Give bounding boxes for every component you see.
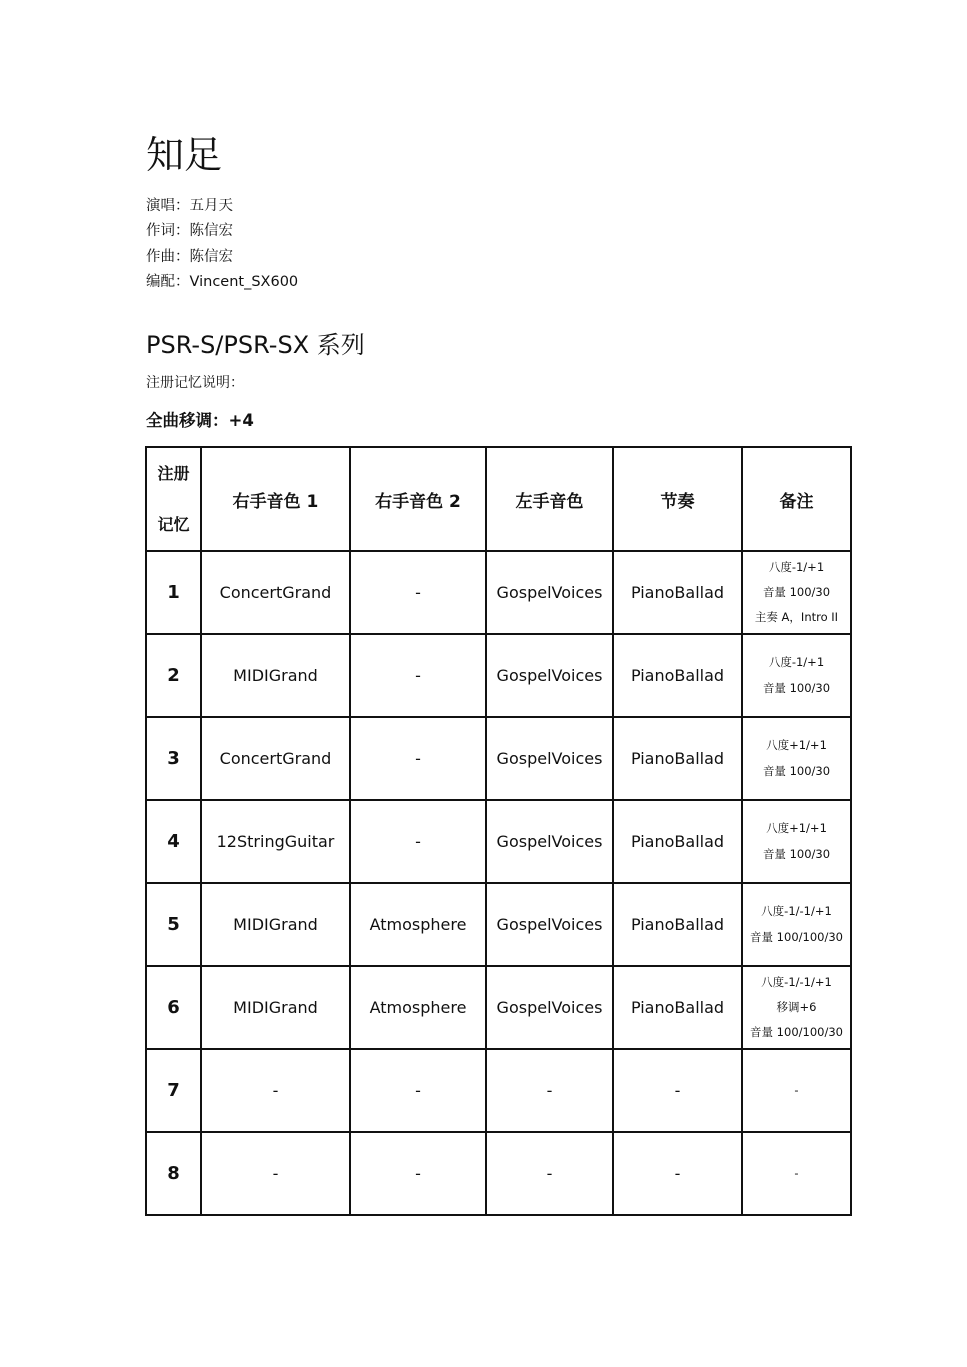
table-row — [146, 1132, 851, 1215]
transpose-value: +4 — [228, 411, 254, 430]
credit-value: 五月天 — [189, 198, 233, 214]
cell-left-voice: - — [486, 1049, 613, 1132]
cell-left-voice: GospelVoices — [486, 800, 613, 883]
cell-registration-number: 3 — [146, 717, 201, 800]
note-line: 音量 100/100/30 — [750, 1025, 843, 1040]
cell-registration-number: 7 — [146, 1049, 201, 1132]
cell-registration-number: 8 — [146, 1132, 201, 1215]
cell-style: PianoBallad — [613, 551, 742, 634]
cell-registration-number: 1 — [146, 551, 201, 634]
table-row — [146, 1049, 851, 1132]
note-line: 八度+1/+1 — [766, 821, 827, 836]
cell-right-voice-2: - — [350, 1049, 486, 1132]
cell-notes — [742, 883, 851, 966]
cell-left-voice: GospelVoices — [486, 717, 613, 800]
table-row — [146, 883, 851, 966]
cell-style: PianoBallad — [613, 966, 742, 1049]
credit-value: 陈信宏 — [189, 248, 233, 265]
cell-registration-number: 6 — [146, 966, 201, 1049]
cell-style: PianoBallad — [613, 717, 742, 800]
note-line: 音量 100/30 — [762, 763, 831, 778]
header-registration — [146, 447, 201, 551]
cell-left-voice: GospelVoices — [486, 883, 613, 966]
note-line: 主奏 A，Intro II — [754, 610, 839, 625]
table-row — [146, 800, 851, 883]
note-line: - — [794, 1082, 799, 1097]
note-line: 音量 100/30 — [762, 584, 831, 599]
song-credits — [146, 194, 298, 295]
header-right-voice-1: 右手音色 1 — [201, 447, 350, 551]
registration-table — [145, 446, 852, 1216]
table-row — [146, 634, 851, 717]
credit-label: 作曲： — [146, 248, 190, 265]
cell-right-voice-2: Atmosphere — [350, 883, 486, 966]
credit-composer — [146, 245, 298, 270]
cell-left-voice: GospelVoices — [486, 966, 613, 1049]
cell-registration-number: 2 — [146, 634, 201, 717]
credit-value: 陈信宏 — [189, 223, 233, 240]
credit-arranger — [146, 270, 298, 295]
credit-label: 编配： — [146, 273, 190, 290]
note-line: 八度+1/+1 — [766, 738, 827, 753]
song-title: 知足 — [146, 133, 223, 177]
header-registration-line2: 记忆 — [157, 515, 190, 534]
cell-style: PianoBallad — [613, 883, 742, 966]
cell-style: PianoBallad — [613, 800, 742, 883]
cell-right-voice-1: MIDIGrand — [201, 966, 350, 1049]
cell-registration-number: 4 — [146, 800, 201, 883]
table-body — [146, 551, 851, 1215]
note-line: 移调+6 — [776, 999, 817, 1014]
registration-note: 注册记忆说明： — [146, 375, 244, 391]
cell-right-voice-1: ConcertGrand — [201, 717, 350, 800]
cell-notes — [742, 800, 851, 883]
header-right-voice-2: 右手音色 2 — [350, 447, 486, 551]
note-line: 音量 100/30 — [762, 680, 831, 695]
cell-right-voice-1: ConcertGrand — [201, 551, 350, 634]
cell-right-voice-1: MIDIGrand — [201, 634, 350, 717]
cell-right-voice-2: - — [350, 634, 486, 717]
cell-registration-number: 5 — [146, 883, 201, 966]
table-row — [146, 551, 851, 634]
note-line: - — [794, 1165, 799, 1180]
cell-notes — [742, 551, 851, 634]
header-left-voice: 左手音色 — [486, 447, 613, 551]
cell-notes — [742, 1049, 851, 1132]
credit-value: Vincent_SX600 — [189, 273, 299, 290]
cell-right-voice-1: - — [201, 1049, 350, 1132]
table-header-row — [146, 447, 851, 551]
note-line: 音量 100/30 — [762, 846, 831, 861]
cell-right-voice-2: - — [350, 1132, 486, 1215]
note-line: 八度-1/+1 — [768, 655, 825, 670]
cell-notes — [742, 966, 851, 1049]
table-row — [146, 717, 851, 800]
cell-right-voice-1: 12StringGuitar — [201, 800, 350, 883]
cell-left-voice: - — [486, 1132, 613, 1215]
cell-notes — [742, 634, 851, 717]
cell-right-voice-2: - — [350, 800, 486, 883]
cell-right-voice-2: - — [350, 551, 486, 634]
cell-notes — [742, 1132, 851, 1215]
table-row — [146, 966, 851, 1049]
header-registration-line1: 注册 — [157, 464, 190, 483]
credit-lyricist — [146, 219, 298, 244]
credit-singer — [146, 194, 298, 219]
cell-style: PianoBallad — [613, 634, 742, 717]
cell-style: - — [613, 1049, 742, 1132]
cell-left-voice: GospelVoices — [486, 551, 613, 634]
note-line: 音量 100/100/30 — [750, 929, 843, 944]
cell-notes — [742, 717, 851, 800]
series-title: PSR-S/PSR-SX 系列 — [146, 331, 365, 359]
global-transpose — [146, 409, 254, 433]
note-line: 八度-1/-1/+1 — [761, 974, 832, 989]
cell-right-voice-1: MIDIGrand — [201, 883, 350, 966]
note-line: 八度-1/-1/+1 — [761, 904, 832, 919]
cell-right-voice-2: - — [350, 717, 486, 800]
credit-label: 演唱： — [146, 198, 190, 214]
credit-label: 作词： — [146, 223, 190, 240]
cell-style: - — [613, 1132, 742, 1215]
cell-right-voice-1: - — [201, 1132, 350, 1215]
header-style: 节奏 — [613, 447, 742, 551]
cell-left-voice: GospelVoices — [486, 634, 613, 717]
note-line: 八度-1/+1 — [768, 559, 825, 574]
transpose-label: 全曲移调： — [146, 411, 229, 430]
header-notes: 备注 — [742, 447, 851, 551]
cell-right-voice-2: Atmosphere — [350, 966, 486, 1049]
